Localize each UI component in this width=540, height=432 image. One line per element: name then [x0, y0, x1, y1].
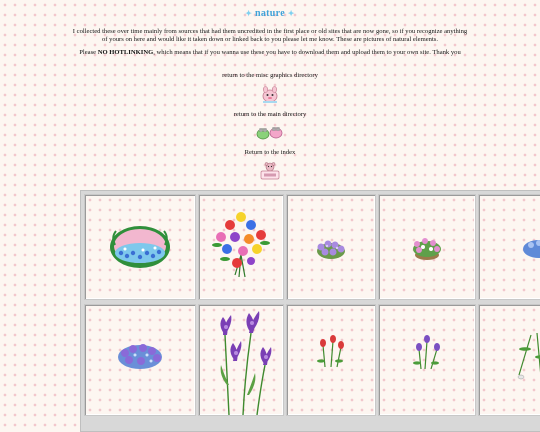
gallery-cell — [84, 304, 196, 416]
pond-with-flowers-image[interactable] — [85, 195, 195, 299]
gallery-cell — [198, 304, 284, 416]
warning-bold: NO HOTLINKING — [97, 49, 154, 56]
index-link[interactable]: Return to the index — [244, 149, 296, 156]
page-title — [0, 8, 540, 19]
pink-flower-pot-image[interactable] — [379, 195, 475, 299]
sparkle-icon: ✦ — [245, 9, 253, 18]
flower-bouquet-image[interactable] — [199, 195, 283, 299]
sparkle-icon: ✦ — [287, 9, 295, 18]
purple-iris-image[interactable] — [199, 305, 283, 415]
gallery-cell — [198, 194, 284, 300]
hotlink-warning — [72, 49, 468, 57]
bunny-face-icon[interactable] — [260, 86, 280, 104]
blue-flower-bush-image[interactable] — [479, 195, 540, 299]
blue-purple-flower-bush-image[interactable] — [85, 305, 195, 415]
warning-prefix: Please — [79, 49, 98, 56]
gallery-cell — [378, 304, 476, 416]
green-stems-image[interactable] — [479, 305, 540, 415]
red-tulips-image[interactable] — [287, 305, 375, 415]
purple-tulips-image[interactable] — [379, 305, 475, 415]
gallery-cell — [286, 304, 376, 416]
intro-paragraph: I collected these over time mainly from sources that had them uncredited in the first place or old sites that are now gone, so if you recognize anything of yours on here and would like it taken down or linked back to you please let me know. These are pictures of natural elements. — [72, 28, 468, 43]
image-gallery — [80, 190, 540, 432]
warning-suffix: , which means that if you wanna use these you have to download them and upload them to your own site. Thank you — [153, 49, 461, 56]
misc-graphics-link[interactable]: return to the misc graphics directory — [222, 72, 318, 79]
purple-flower-bush-image[interactable] — [287, 195, 375, 299]
frogs-icon[interactable] — [255, 123, 285, 141]
bear-sign-icon[interactable] — [259, 162, 281, 182]
gallery-cell — [84, 194, 196, 300]
gallery-cell — [478, 304, 540, 416]
gallery-cell — [286, 194, 376, 300]
gallery-cell — [378, 194, 476, 300]
gallery-cell — [478, 194, 540, 300]
main-directory-link[interactable]: return to the main directory — [233, 111, 307, 118]
title-text: nature — [255, 8, 285, 19]
